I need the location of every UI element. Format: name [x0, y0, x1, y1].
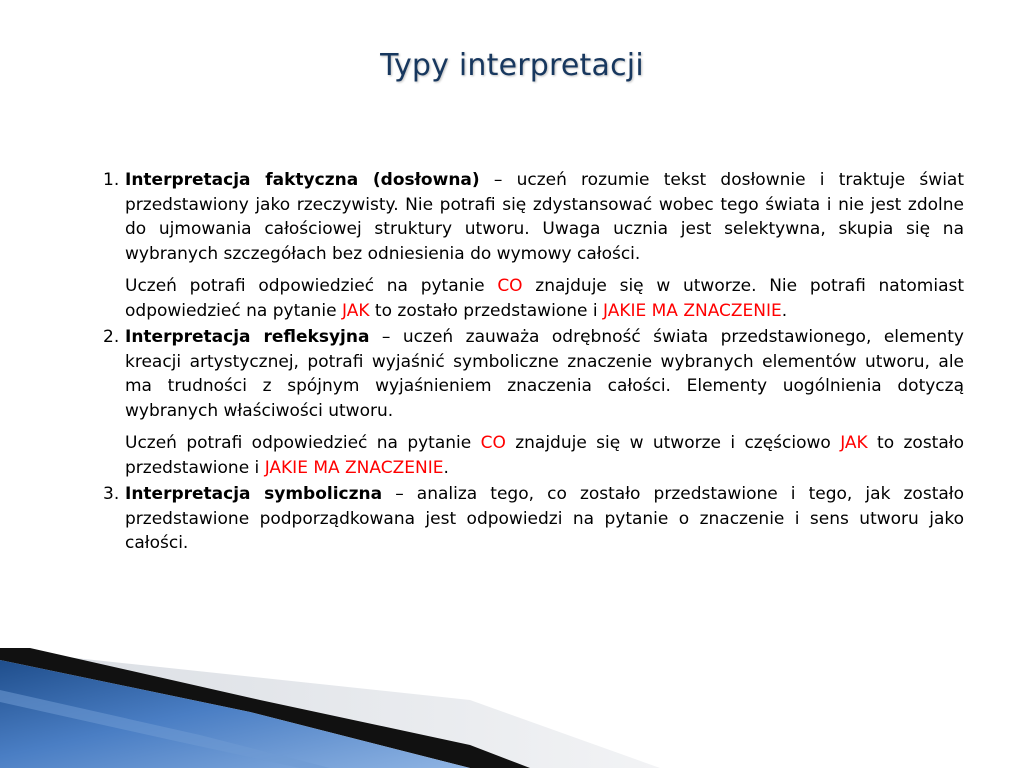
interpretation-list	[98, 168, 964, 556]
list-item-number: 1.	[103, 170, 120, 190]
list-item	[98, 325, 964, 480]
item-description: – analiza tego, co zostało przedstawione i tego, jak zostało przedstawione podporządkowana jest odpowiedzi na pytanie o znaczenie i sens utworu jako całości.	[125, 484, 965, 553]
detail-text: Uczeń potrafi odpowiedzieć na pytanie	[125, 433, 481, 453]
corner-grey-band	[0, 650, 660, 768]
keyword-jakie-ma-znaczenie: JAKIE MA ZNACZENIE	[264, 457, 444, 478]
item-detail	[125, 431, 964, 480]
list-item	[98, 168, 964, 323]
keyword-jak: JAK	[840, 433, 868, 453]
corner-black-stripe	[0, 648, 530, 768]
keyword-co: CO	[480, 433, 506, 453]
detail-text: Uczeń potrafi odpowiedzieć na pytanie	[125, 276, 498, 296]
slide-title: Typy interpretacji	[380, 48, 644, 83]
keyword-jakie-ma-znaczenie: JAKIE MA ZNACZENIE	[602, 300, 782, 321]
keyword-co: CO	[497, 276, 523, 296]
corner-blue-shape	[0, 660, 470, 768]
detail-text: .	[443, 457, 449, 478]
list-item-number: 2.	[103, 327, 120, 347]
item-term: Interpretacja refleksyjna	[125, 327, 370, 347]
item-detail	[125, 274, 964, 323]
detail-text: .	[781, 300, 788, 321]
item-term: Interpretacja faktyczna (dosłowna)	[125, 170, 480, 190]
corner-light-stripe	[0, 690, 330, 768]
list-item-number: 3.	[103, 484, 120, 504]
item-definition	[125, 325, 964, 423]
keyword-jak: JAK	[342, 300, 370, 321]
item-definition	[125, 482, 964, 556]
list-item	[98, 482, 964, 556]
detail-text: znajduje się w utworze i częściowo	[505, 433, 841, 453]
item-description: – uczeń rozumie tekst dosłownie i traktuje świat przedstawiony jako rzeczywisty. Nie potrafi się zdystansować wobec tego świata i nie jest zdolne do ujmowania całościowej struktury utworu. Uwaga ucznia jest selektywna, skupia się na wybranych szczegółach bez odniesienia do wymowy całości.	[125, 170, 964, 264]
detail-text: to zostało przedstawione i	[125, 433, 964, 478]
item-description: – uczeń zauważa odrębność świata przedstawionego, elementy kreacji artystycznej, potrafi wyjaśnić symboliczne znaczenie wybranych elementów utworu, ale ma trudności z spójnym wyjaśnieniem znaczenia całości. Elementy uogólnienia dotyczą wybranych właściwości utworu.	[125, 327, 964, 421]
detail-text: to zostało przedstawione i	[369, 300, 603, 321]
detail-text: znajduje się w utworze. Nie potrafi natomiast odpowiedzieć na pytanie	[125, 276, 965, 321]
item-term: Interpretacja symboliczna	[125, 484, 383, 504]
item-definition	[125, 168, 964, 266]
